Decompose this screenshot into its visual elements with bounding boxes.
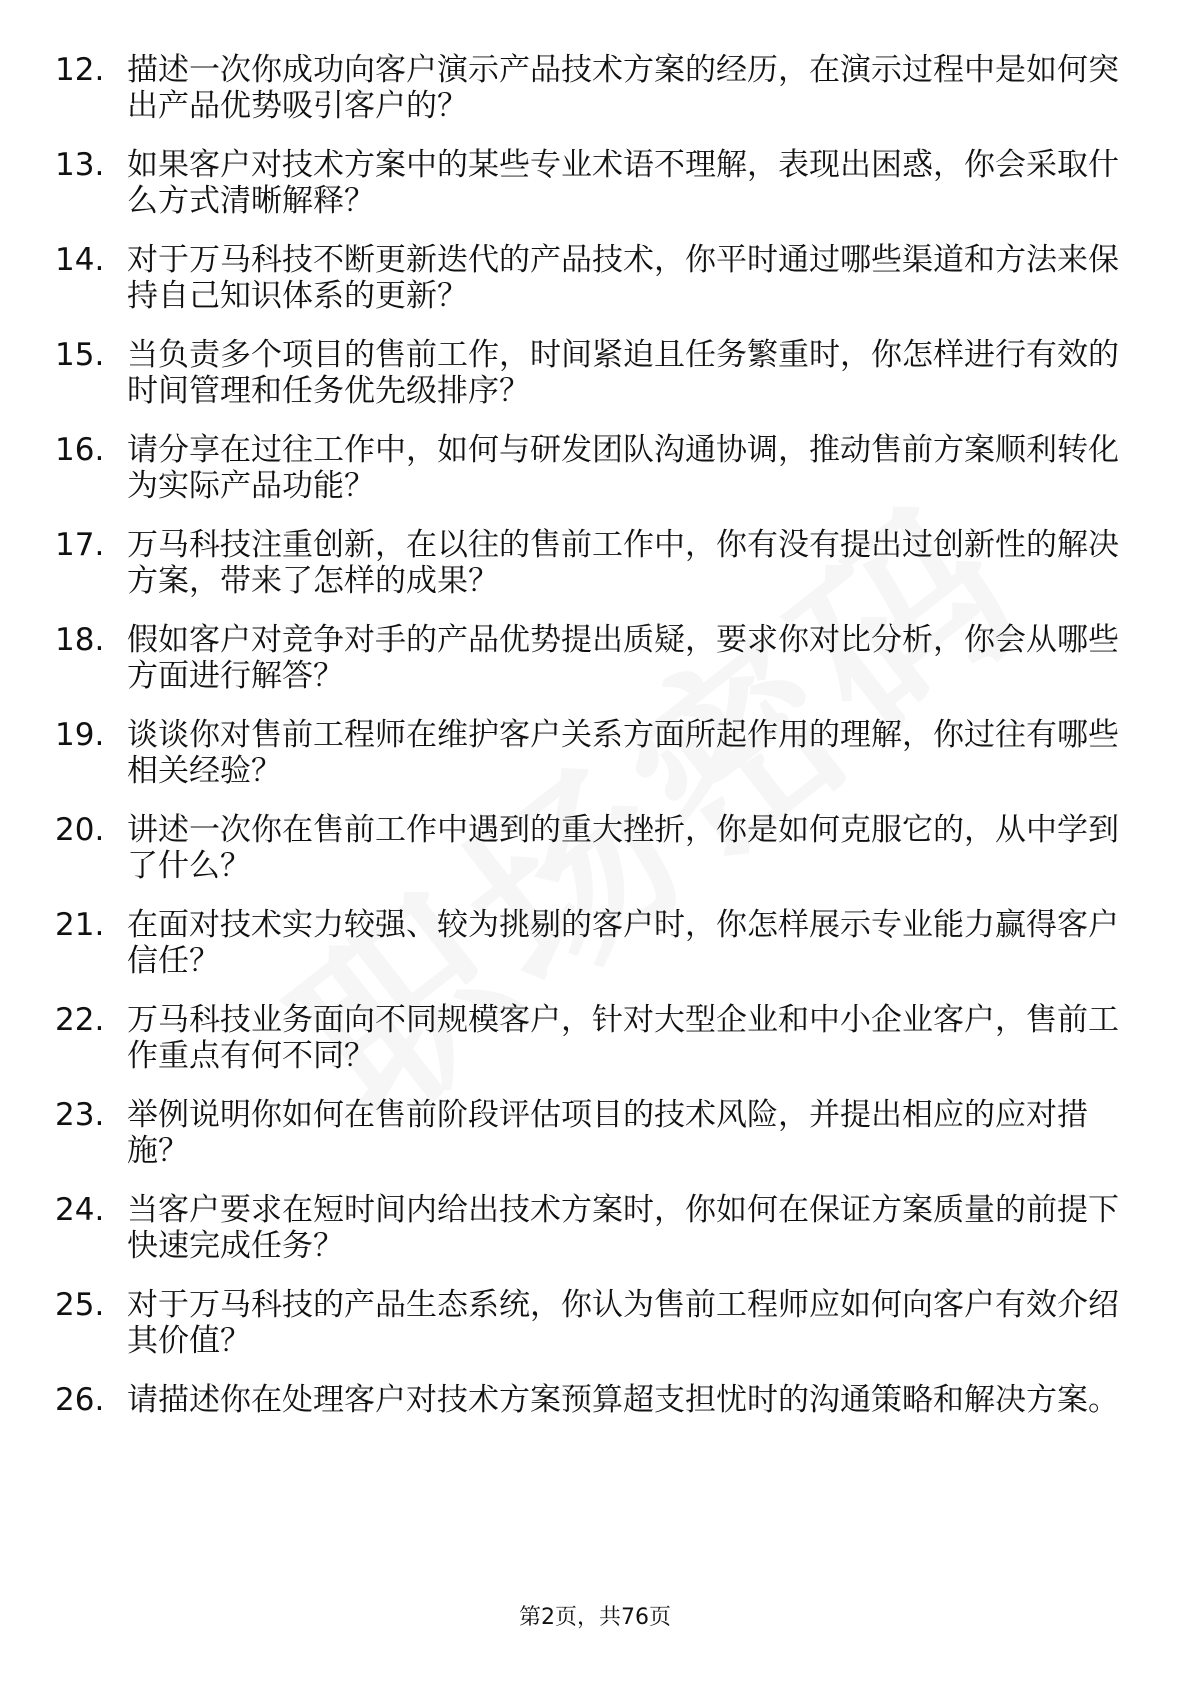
question-text: 万马科技业务面向不同规模客户，针对大型企业和中小企业客户，售前工作重点有何不同？ bbox=[127, 1002, 1119, 1074]
question-text: 请分享在过往工作中，如何与研发团队沟通协调，推动售前方案顺利转化为实际产品功能？ bbox=[127, 432, 1119, 504]
question-number: 21. bbox=[55, 907, 105, 943]
list-item bbox=[55, 907, 1125, 979]
question-number: 12. bbox=[55, 52, 105, 88]
list-item bbox=[55, 1192, 1125, 1264]
question-text: 如果客户对技术方案中的某些专业术语不理解，表现出困惑，你会采取什么方式清晰解释？ bbox=[127, 147, 1119, 219]
question-text: 当负责多个项目的售前工作，时间紧迫且任务繁重时，你怎样进行有效的时间管理和任务优先级排序？ bbox=[127, 337, 1119, 409]
question-number: 20. bbox=[55, 812, 105, 848]
question-text: 对于万马科技的产品生态系统，你认为售前工程师应如何向客户有效介绍其价值？ bbox=[127, 1287, 1119, 1359]
question-number: 23. bbox=[55, 1097, 105, 1133]
question-text: 万马科技注重创新，在以往的售前工作中，你有没有提出过创新性的解决方案，带来了怎样的成果？ bbox=[127, 527, 1119, 599]
question-text: 当客户要求在短时间内给出技术方案时，你如何在保证方案质量的前提下快速完成任务？ bbox=[127, 1192, 1119, 1264]
list-item bbox=[55, 1382, 1125, 1418]
list-item bbox=[55, 717, 1125, 789]
page-indicator: 第2页，共76页 bbox=[519, 1605, 671, 1630]
list-item bbox=[55, 52, 1125, 124]
question-number: 19. bbox=[55, 717, 105, 753]
question-number: 15. bbox=[55, 337, 105, 373]
question-text: 在面对技术实力较强、较为挑剔的客户时，你怎样展示专业能力赢得客户信任？ bbox=[127, 907, 1119, 979]
list-item bbox=[55, 1002, 1125, 1074]
question-number: 14. bbox=[55, 242, 105, 278]
question-text: 谈谈你对售前工程师在维护客户关系方面所起作用的理解，你过往有哪些相关经验？ bbox=[127, 717, 1119, 789]
question-text: 讲述一次你在售前工作中遇到的重大挫折，你是如何克服它的，从中学到了什么？ bbox=[127, 812, 1119, 884]
list-item bbox=[55, 242, 1125, 314]
question-number: 18. bbox=[55, 622, 105, 658]
list-item bbox=[55, 622, 1125, 694]
question-text: 假如客户对竞争对手的产品优势提出质疑，要求你对比分析，你会从哪些方面进行解答？ bbox=[127, 622, 1119, 694]
question-text: 举例说明你如何在售前阶段评估项目的技术风险，并提出相应的应对措施？ bbox=[127, 1097, 1088, 1169]
question-number: 13. bbox=[55, 147, 105, 183]
list-item bbox=[55, 432, 1125, 504]
question-number: 16. bbox=[55, 432, 105, 468]
question-text: 描述一次你成功向客户演示产品技术方案的经历，在演示过程中是如何突出产品优势吸引客户的？ bbox=[127, 52, 1119, 124]
list-item bbox=[55, 527, 1125, 599]
question-number: 22. bbox=[55, 1002, 105, 1038]
question-number: 25. bbox=[55, 1287, 105, 1323]
question-number: 24. bbox=[55, 1192, 105, 1228]
list-item bbox=[55, 147, 1125, 219]
list-item bbox=[55, 1287, 1125, 1359]
question-number: 26. bbox=[55, 1382, 105, 1418]
question-text: 对于万马科技不断更新迭代的产品技术，你平时通过哪些渠道和方法来保持自己知识体系的更新？ bbox=[127, 242, 1119, 314]
question-list bbox=[55, 52, 1125, 1441]
list-item bbox=[55, 337, 1125, 409]
question-number: 17. bbox=[55, 527, 105, 563]
question-text: 请描述你在处理客户对技术方案预算超支担忧时的沟通策略和解决方案。 bbox=[127, 1382, 1119, 1418]
list-item bbox=[55, 1097, 1125, 1169]
list-item bbox=[55, 812, 1125, 884]
